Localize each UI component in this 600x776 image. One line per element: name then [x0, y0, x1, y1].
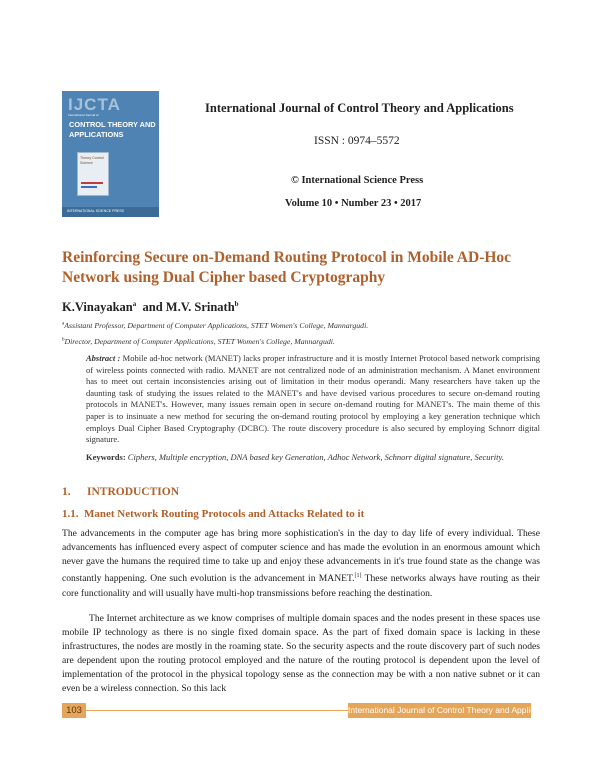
body-paragraph — [62, 527, 540, 601]
footer-journal-name: International Journal of Control Theory and Applications — [348, 703, 531, 718]
affiliation — [62, 337, 542, 346]
cover-art-bar — [81, 182, 103, 184]
page-number: 103 — [62, 703, 86, 718]
abstract — [86, 353, 540, 446]
affiliation-superscript: a — [62, 321, 65, 327]
section-number: 1. — [62, 486, 71, 498]
journal-cover-image — [62, 91, 159, 217]
subsection-number: 1.1. — [62, 508, 79, 520]
cover-artwork — [77, 152, 109, 196]
journal-name: International Journal of Control Theory and Applications — [205, 101, 514, 115]
author-line — [62, 300, 239, 315]
cover-art-text: Theory Control Science — [80, 156, 104, 165]
affiliation — [62, 321, 542, 330]
subsection-title: Manet Network Routing Protocols and Attacks Related to it — [84, 508, 365, 520]
affiliation-text: Assistant Professor, Department of Computer Applications, STET Women's College, Mannargudi. — [64, 321, 369, 330]
author-superscript: a — [132, 300, 137, 308]
abstract-label: Abstract : — [86, 353, 121, 363]
cover-title: CONTROL THEORY AND APPLICATIONS — [69, 120, 156, 139]
keywords — [86, 452, 540, 464]
footer-rule — [86, 710, 348, 711]
paper-title: Reinforcing Secure on-Demand Routing Protocol in Mobile AD-Hoc Network using Dual Cipher based Cryptography — [62, 249, 512, 286]
journal-volume: Volume 10 • Number 23 • 2017 — [285, 198, 422, 209]
keywords-label: Keywords: — [86, 452, 126, 462]
affiliation-text: Director, Department of Computer Applications, STET Women's College, Mannargudi. — [64, 337, 335, 346]
subsection-heading — [62, 508, 364, 520]
cover-logo-subtitle: International Journal of — [68, 113, 99, 117]
paragraph-text: These networks always have routing as their core functionality and will usually have multi-hop transmissions before reaching the destination. — [62, 573, 540, 599]
author-separator: and — [142, 300, 163, 315]
cover-logo: IJCTA — [68, 95, 121, 114]
journal-publisher: © International Science Press — [291, 175, 424, 186]
cover-publisher: INTERNATIONAL SCIENCE PRESS — [67, 209, 124, 213]
page-footer — [62, 703, 558, 718]
section-heading — [62, 486, 179, 498]
author-superscript: b — [234, 300, 239, 308]
author-name: K.Vinayakan — [62, 300, 133, 315]
keywords-text: Ciphers, Multiple encryption, DNA based key Generation, Adhoc Network, Schnorr digital signature, Security. — [127, 452, 504, 462]
cover-footer — [62, 207, 159, 217]
journal-issn: ISSN : 0974–5572 — [314, 135, 400, 147]
author-name: M.V. Srinath — [165, 300, 235, 315]
section-title: INTRODUCTION — [87, 486, 180, 498]
cover-art-bar — [81, 186, 97, 188]
affiliation-superscript: b — [62, 337, 65, 343]
body-paragraph: The Internet architecture as we know comprises of multiple domain spaces and the nodes present in these spaces use mobile IP technology as there is no single fixed domain space. As the part of fixed domain space is lacking in these infrastructures, the nodes are mostly in the roaming state. So the security aspects and the route discovery part of such nodes are dependent upon the routing protocol employed and the nature of the routing protocol is dependent upon the level of implementation of the protocol in the physical topology sense as the connection may be with a non native subnet or it can even be a wireless connection. So this lack — [62, 613, 540, 695]
citation-ref: [1] — [354, 573, 362, 580]
abstract-text: Mobile ad-hoc network (MANET) lacks proper infrastructure and it is mostly Internet Protocol based network comprising of wireless points connected with radio. MANET are not centralized node of an administration mechanism. A Manet environment has to meet out certain inconsistencies arising out of limitation in their modus operandi. Many researchers have taken up the daunting task of studying the issues related to the MANET's and have devised various procedures to secure on-demand routing protocols in MANET's. However, many issues remain open in secure on-demand routing for MANET's. The main theme of this paper is to insinuate a new method for securing the on-demand routing protocol by employing a key generation technique which employs Dual Cipher Based Cryptography (DCBC). The route discovery procedure is also secured by employing Schnorr digital signature. — [86, 353, 541, 445]
paragraph-text: The advancements in the computer age has bring more sophistication's in the day to day life of every individual. These advancements has influenced every aspect of computer science and has made the evolution in an enormous amount which never gave the humans the required time to take up and enjoy these advancements in it's true found state as the change was constantly happening. One such evolution is the advancement in MANET. — [62, 528, 540, 585]
